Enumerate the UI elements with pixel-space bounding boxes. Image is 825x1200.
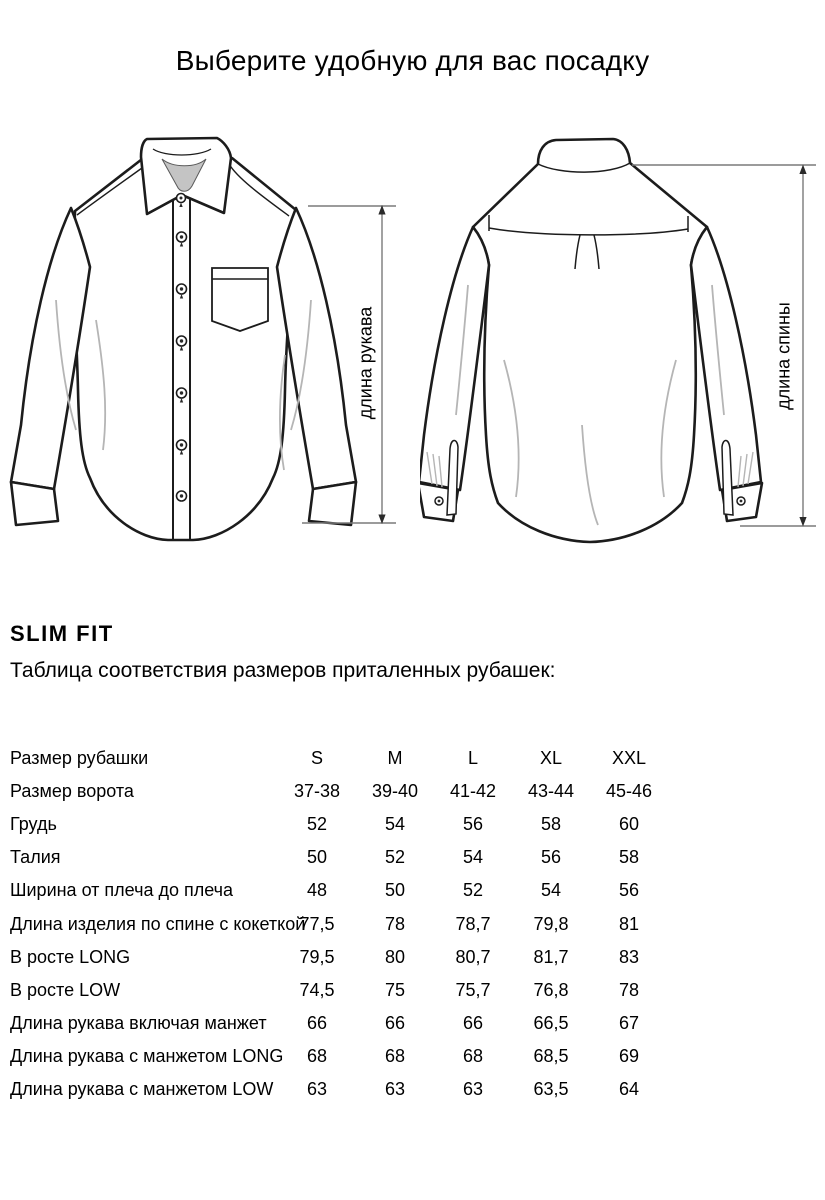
- row-value: 63,5: [533, 1078, 569, 1099]
- row-value: 68: [384, 1045, 406, 1066]
- row-value: 52: [462, 880, 484, 901]
- row-value: 79,8: [533, 913, 569, 934]
- row-value: XL: [539, 748, 563, 769]
- row-value: 52: [384, 847, 406, 868]
- row-value: 83: [618, 946, 640, 967]
- table-row: [0, 974, 668, 1007]
- row-value: 60: [618, 814, 640, 835]
- row-label: Размер ворота: [10, 781, 134, 802]
- row-value: 74,5: [299, 979, 335, 1000]
- table-row: [0, 841, 668, 874]
- row-value: 50: [306, 847, 328, 868]
- row-value: 48: [306, 880, 328, 901]
- row-value: 58: [540, 814, 562, 835]
- row-value: 54: [462, 847, 484, 868]
- row-value: 78: [618, 979, 640, 1000]
- row-label: Грудь: [10, 814, 57, 835]
- row-value: 54: [384, 814, 406, 835]
- table-row: [0, 742, 668, 775]
- row-label: В росте LOW: [10, 979, 121, 1000]
- row-value: 78: [384, 913, 406, 934]
- row-value: 37-38: [293, 781, 341, 802]
- row-value: 56: [618, 880, 640, 901]
- section-heading: SLIM FIT: [10, 621, 114, 646]
- row-value: 66: [306, 1012, 328, 1033]
- row-value: 81,7: [533, 946, 569, 967]
- row-value: 63: [462, 1078, 484, 1099]
- sleeve-length-arrow: [302, 206, 396, 523]
- row-value: 45-46: [605, 781, 653, 802]
- row-value: 75,7: [455, 979, 491, 1000]
- row-value: 66: [462, 1012, 484, 1033]
- row-label: Длина изделия по спине с кокеткой: [10, 913, 306, 934]
- table-row: [0, 775, 668, 808]
- row-label: Талия: [10, 847, 61, 868]
- table-row: [0, 808, 668, 841]
- row-value: 64: [618, 1078, 640, 1099]
- row-value: 54: [540, 880, 562, 901]
- table-row: [0, 874, 668, 907]
- row-value: 68,5: [533, 1045, 569, 1066]
- row-label: Длина рукава включая манжет: [10, 1012, 267, 1033]
- row-value: 77,5: [299, 913, 335, 934]
- row-value: 81: [618, 913, 640, 934]
- row-value: 43-44: [527, 781, 575, 802]
- table-row: [0, 941, 668, 974]
- table-row: [0, 1007, 668, 1040]
- table-caption: Таблица соответствия размеров приталенных рубашек:: [10, 659, 556, 682]
- row-value: 56: [462, 814, 484, 835]
- row-value: 68: [306, 1045, 328, 1066]
- row-value: 75: [384, 979, 406, 1000]
- row-value: 56: [540, 847, 562, 868]
- row-value: L: [467, 748, 478, 769]
- row-value: 58: [618, 847, 640, 868]
- row-value: 39-40: [371, 781, 419, 802]
- sleeve-length-label-text: длина рукава: [355, 306, 376, 420]
- row-value: 79,5: [299, 946, 335, 967]
- row-value: 63: [306, 1078, 328, 1099]
- row-value: 41-42: [449, 781, 497, 802]
- back-length-label-text: длина спины: [773, 302, 794, 410]
- row-value: 50: [384, 880, 406, 901]
- row-value: 78,7: [455, 913, 491, 934]
- table-row: [0, 1073, 668, 1106]
- size-table: [0, 742, 668, 1106]
- row-value: 69: [618, 1045, 640, 1066]
- row-value: M: [387, 748, 403, 769]
- row-value: 76,8: [533, 979, 569, 1000]
- row-label: Длина рукава с манжетом LOW: [10, 1078, 274, 1099]
- row-label: Ширина от плеча до плеча: [10, 880, 234, 901]
- row-label: В росте LONG: [10, 946, 131, 967]
- page-title: Выберите удобную для вас посадку: [175, 45, 650, 76]
- table-row: [0, 1040, 668, 1073]
- row-value: 80,7: [455, 946, 491, 967]
- row-value: 67: [618, 1012, 640, 1033]
- row-value: 68: [462, 1045, 484, 1066]
- row-value: 66: [384, 1012, 406, 1033]
- row-label: Размер рубашки: [10, 748, 149, 769]
- row-value: 63: [384, 1078, 406, 1099]
- row-value: XXL: [611, 748, 647, 769]
- row-value: 66,5: [533, 1012, 569, 1033]
- row-value: 52: [306, 814, 328, 835]
- table-row: [0, 907, 668, 940]
- row-value: S: [310, 748, 323, 769]
- row-value: 80: [384, 946, 406, 967]
- row-label: Длина рукава с манжетом LONG: [10, 1045, 284, 1066]
